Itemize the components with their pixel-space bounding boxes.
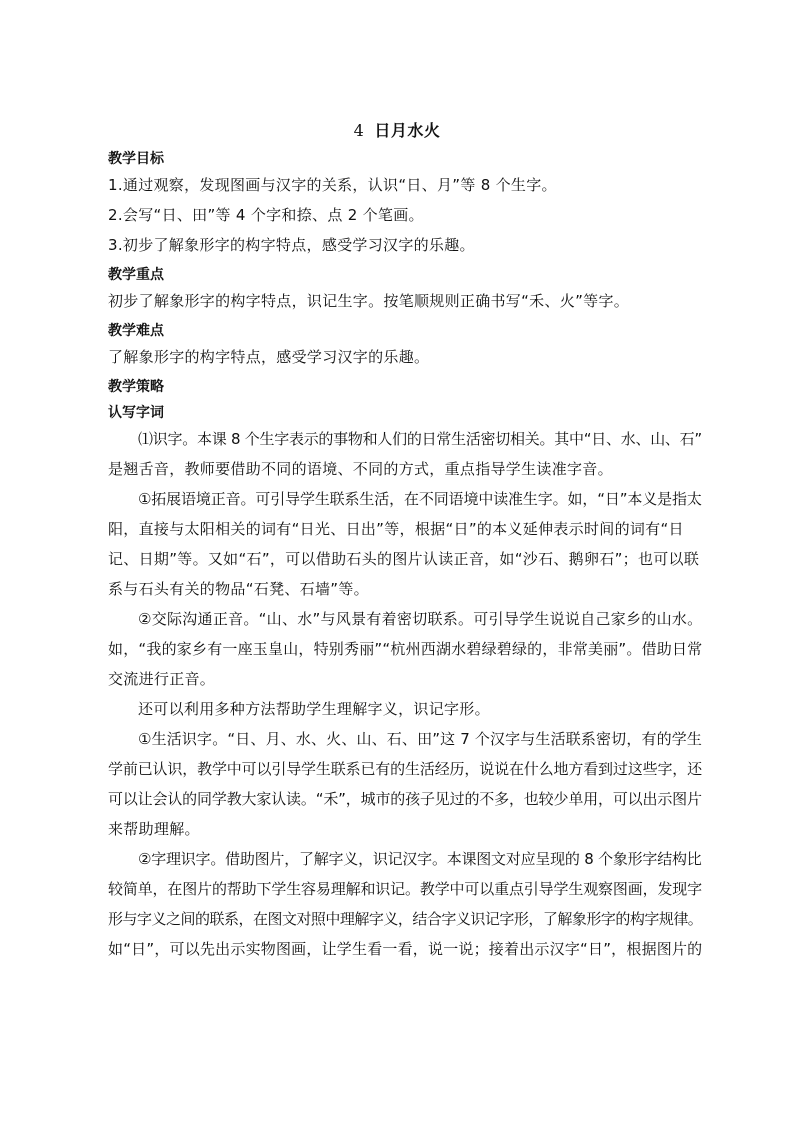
section-heading: 教学目标 (108, 151, 164, 167)
paragraph-line: 是翘舌音，教师要借助不同的语境、不同的方式，重点指导学生读准字音。 (108, 460, 613, 478)
paragraph-line: 系与石头有关的物品“石凳、石墙”等。 (108, 580, 369, 598)
paragraph-line: 形与字义之间的联系，在图文对照中理解字义，结合字义识记字形，了解象形字的构字规律。 (108, 910, 703, 928)
section-heading: 教学难点 (108, 323, 164, 339)
paragraph-line: 了解象形字的构字特点，感受学习汉字的乐趣。 (108, 348, 430, 366)
lesson-title-text: 日月水火 (374, 121, 441, 140)
paragraph-line: 学前已认识，教学中可以引导学生联系已有的生活经历，说说在什么地方看到过这些字，还 (108, 760, 703, 778)
paragraph-line: ②交际沟通正音。“山、水”与风景有着密切联系。可引导学生说说自己家乡的山水。 (138, 610, 703, 628)
paragraph-line: 1.通过观察，发现图画与汉字的关系，认识“日、月”等 8 个生字。 (108, 176, 557, 194)
paragraph-line: ①拓展语境正音。可引导学生联系生活，在不同语境中读准生字。如，“日”本义是指太 (138, 490, 702, 508)
paragraph-line: 2.会写“日、田”等 4 个字和捺、点 2 个笔画。 (108, 206, 424, 224)
paragraph-line: 3.初步了解象形字的构字特点，感受学习汉字的乐趣。 (108, 236, 475, 254)
paragraph-line: 交流进行正音。 (108, 670, 216, 688)
paragraph-line: ②字理识字。借助图片，了解字义，识记汉字。本课图文对应呈现的 8 个象形字结构比 (138, 850, 702, 868)
lesson-title (0, 119, 794, 143)
paragraph-line: 初步了解象形字的构字特点，识记生字。按笔顺规则正确书写“禾、火”等字。 (108, 292, 630, 310)
paragraph-line: 来帮助理解。 (108, 820, 200, 838)
paragraph-line: 还可以利用多种方法帮助学生理解字义，识记字形。 (138, 700, 490, 718)
section-heading: 教学策略 (108, 379, 164, 395)
document-body (108, 149, 703, 969)
paragraph-line: 如“日”，可以先出示实物图画，让学生看一看，说一说；接着出示汉字“日”，根据图片的 (108, 940, 703, 958)
paragraph-line: ①生活识字。“日、月、水、火、山、石、田”这 7 个汉字与生活联系密切，有的学生 (138, 730, 703, 748)
paragraph-line: 较简单，在图片的帮助下学生容易理解和识记。教学中可以重点引导学生观察图画，发现字 (108, 880, 703, 898)
paragraph-line: 阳，直接与太阳相关的词有“日光、日出”等，根据“日”的本义延伸表示时间的词有“日 (108, 520, 684, 538)
section-heading: 教学重点 (108, 267, 164, 283)
paragraph-line: ⑴识字。本课 8 个生字表示的事物和人们的日常生活密切相关。其中“日、水、山、石” (138, 430, 702, 448)
section-heading: 认写字词 (108, 405, 164, 421)
paragraph-line: 记、日期”等。又如“石”，可以借助石头的图片认读正音，如“沙石、鹅卵石”；也可以联 (108, 550, 700, 568)
paragraph-line: 如，“我的家乡有一座玉皇山，特别秀丽”“杭州西湖水碧绿碧绿的，非常美丽”。借助日常 (108, 640, 703, 658)
paragraph-line: 可以让会认的同学教大家认读。“禾”，城市的孩子见过的不多，也较少单用，可以出示图片 (108, 790, 702, 808)
lesson-number: 4 (353, 121, 365, 140)
